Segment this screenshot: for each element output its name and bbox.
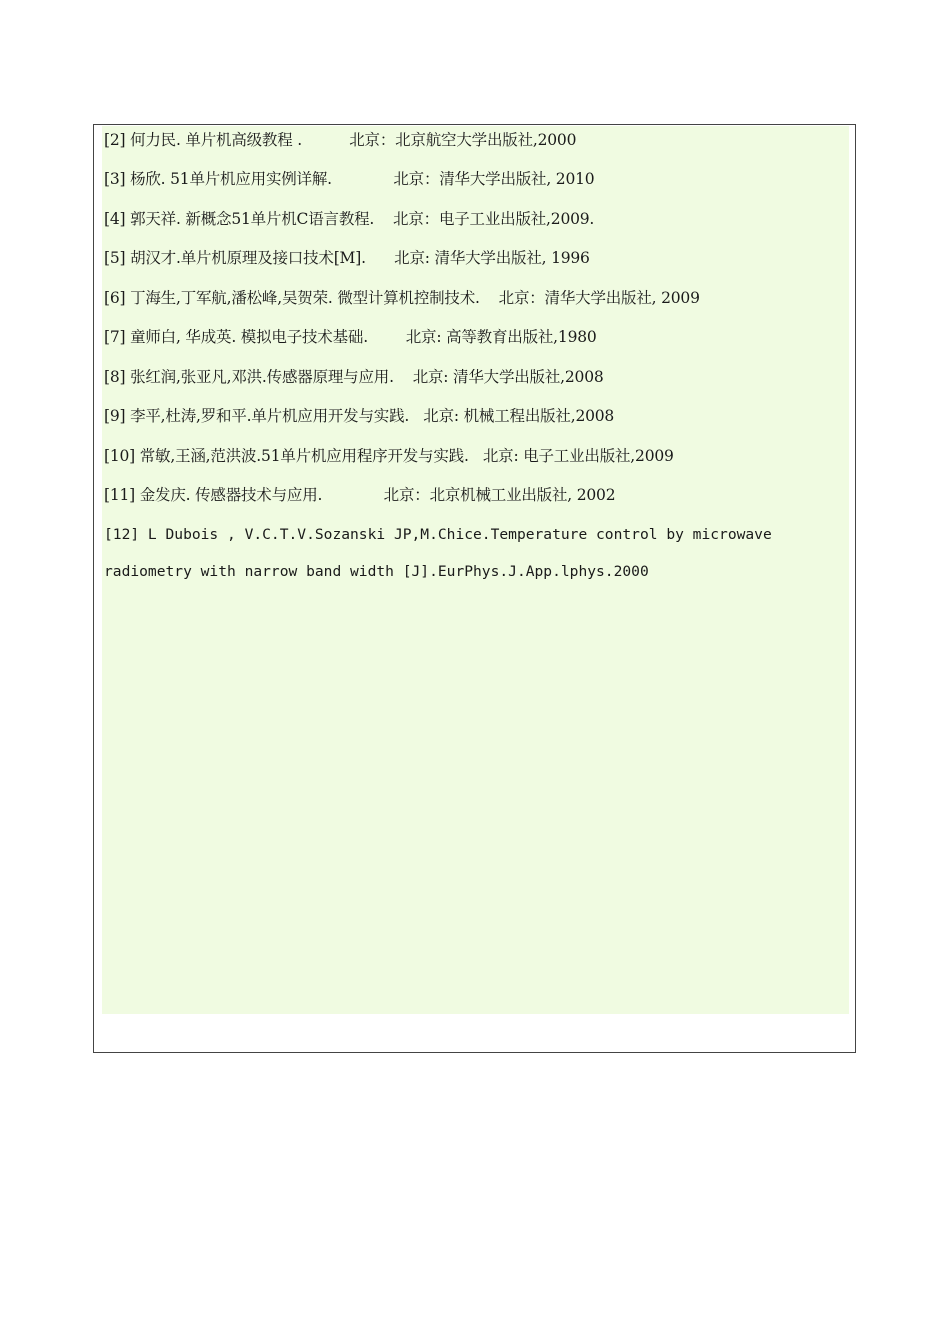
reference-item: [10] 常敏,王涵,范洪波.51单片机应用程序开发与实践. 北京: 电子工业出版社,2009	[104, 447, 674, 465]
reference-item: [5] 胡汉才.单片机原理及接口技术[M]. 北京: 清华大学出版社, 1996	[104, 249, 590, 267]
reference-item: [12] L Dubois , V.C.T.V.Sozanski JP,M.Chice.Temperature control by microwave radiometry with narrow band width [J].EurPhys.J.App.lphys.2000	[104, 526, 772, 580]
reference-table-frame	[93, 124, 856, 1053]
reference-item: [6] 丁海生,丁军航,潘松峰,吴贺荣. 微型计算机控制技术. 北京：清华大学出版社, 2009	[104, 289, 700, 307]
reference-item: [7] 童师白, 华成英. 模拟电子技术基础. 北京: 高等教育出版社,1980	[104, 328, 597, 346]
reference-item: [3] 杨欣. 51单片机应用实例详解. 北京：清华大学出版社, 2010	[104, 170, 595, 188]
reference-list-panel	[102, 126, 849, 1014]
reference-item: [2] 何力民. 单片机高级教程 . 北京：北京航空大学出版社,2000	[104, 131, 577, 149]
reference-item: [11] 金发庆. 传感器技术与应用. 北京：北京机械工业出版社, 2002	[104, 486, 616, 504]
reference-item: [9] 李平,杜涛,罗和平.单片机应用开发与实践. 北京: 机械工程出版社,2008	[104, 407, 615, 425]
reference-item: [8] 张红润,张亚凡,邓洪.传感器原理与应用. 北京: 清华大学出版社,2008	[104, 368, 604, 386]
reference-item: [4] 郭天祥. 新概念51单片机C语言教程. 北京：电子工业出版社,2009.	[104, 210, 595, 228]
